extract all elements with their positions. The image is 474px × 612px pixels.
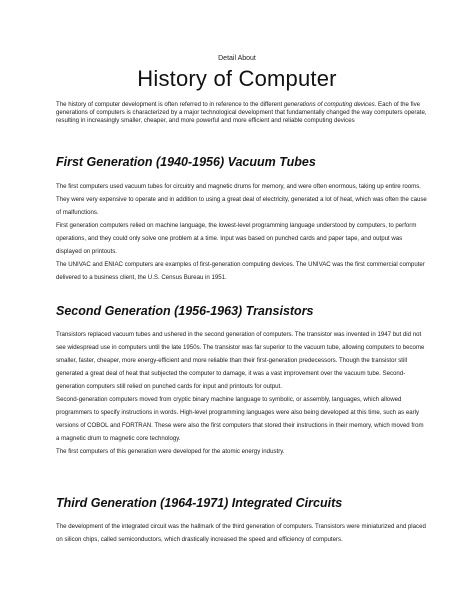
section-body-third-generation	[56, 520, 428, 546]
intro-italic-phrase: generations of computing devices	[283, 101, 375, 108]
intro-text-before: The history of computer development is often referred to in reference to the different	[56, 101, 284, 108]
section-body-first-generation	[56, 180, 428, 284]
paragraph: The UNIVAC and ENIAC computers are examples of first-generation computing devices. The UNIVAC was the first commercial computer delivered to a business client, the U.S. Census Bureau in 1951.	[56, 261, 425, 281]
paragraph: Transistors replaced vacuum tubes and ushered in the second generation of computers. The transistor was invented in 1947 but did not see widespread use in computers until the late 1950s. The transistor was far superior to the vacuum tube, allowing computers to become smaller, faster, cheaper, more energy-efficient and more reliable than their first-generation predecessors. Though the transistor still generated a great deal of heat that subjected the computer to damage, it was a vast improvement over the vacuum tube. Second-generation computers still relied on punched cards for input and printouts for output.	[56, 331, 425, 390]
paragraph: Second-generation computers moved from cryptic binary machine language to symbolic, or assembly, languages, which allowed programmers to specify instructions in words. High-level programming languages were also being developed at this time, such as early versions of COBOL and FORTRAN. These were also the first computers that stored their instructions in their memory, which moved from a magnetic drum to magnetic core technology.	[56, 396, 424, 442]
section-heading-first-generation: First Generation (1940-1956) Vacuum Tubes	[56, 155, 316, 169]
paragraph: First generation computers relied on machine language, the lowest-level programming language understood by computers, to perform operations, and they could only solve one problem at a time. Input was based on punched cards and paper tape, and output was displayed on printouts.	[56, 222, 417, 255]
header-text: Detail About	[218, 55, 256, 62]
section-heading-second-generation: Second Generation (1956-1963) Transistors	[56, 304, 314, 318]
page-title: History of Computer	[137, 66, 337, 91]
intro-paragraph	[56, 101, 428, 125]
intro-text-after: . Each of the five generations of computers is characterized by a major technological development that fundamentally changed the way computers operate, resulting in increasingly smaller, cheaper, and more powerful and more efficient and reliable computing devices	[56, 101, 427, 124]
paragraph: The first computers of this generation were developed for the atomic energy industry.	[56, 448, 285, 455]
paragraph: The development of the integrated circuit was the hallmark of the third generation of computers. Transistors were miniaturized and placed on silicon chips, called semiconductors, which drastically increased the speed and efficiency of computers.	[56, 523, 426, 543]
section-body-second-generation	[56, 328, 428, 458]
section-heading-third-generation: Third Generation (1964-1971) Integrated Circuits	[56, 496, 343, 510]
paragraph: The first computers used vacuum tubes for circuitry and magnetic drums for memory, and were often enormous, taking up entire rooms. They were very expensive to operate and in addition to using a great deal of electricity, generated a lot of heat, which was often the cause of malfunctions.	[56, 183, 427, 216]
